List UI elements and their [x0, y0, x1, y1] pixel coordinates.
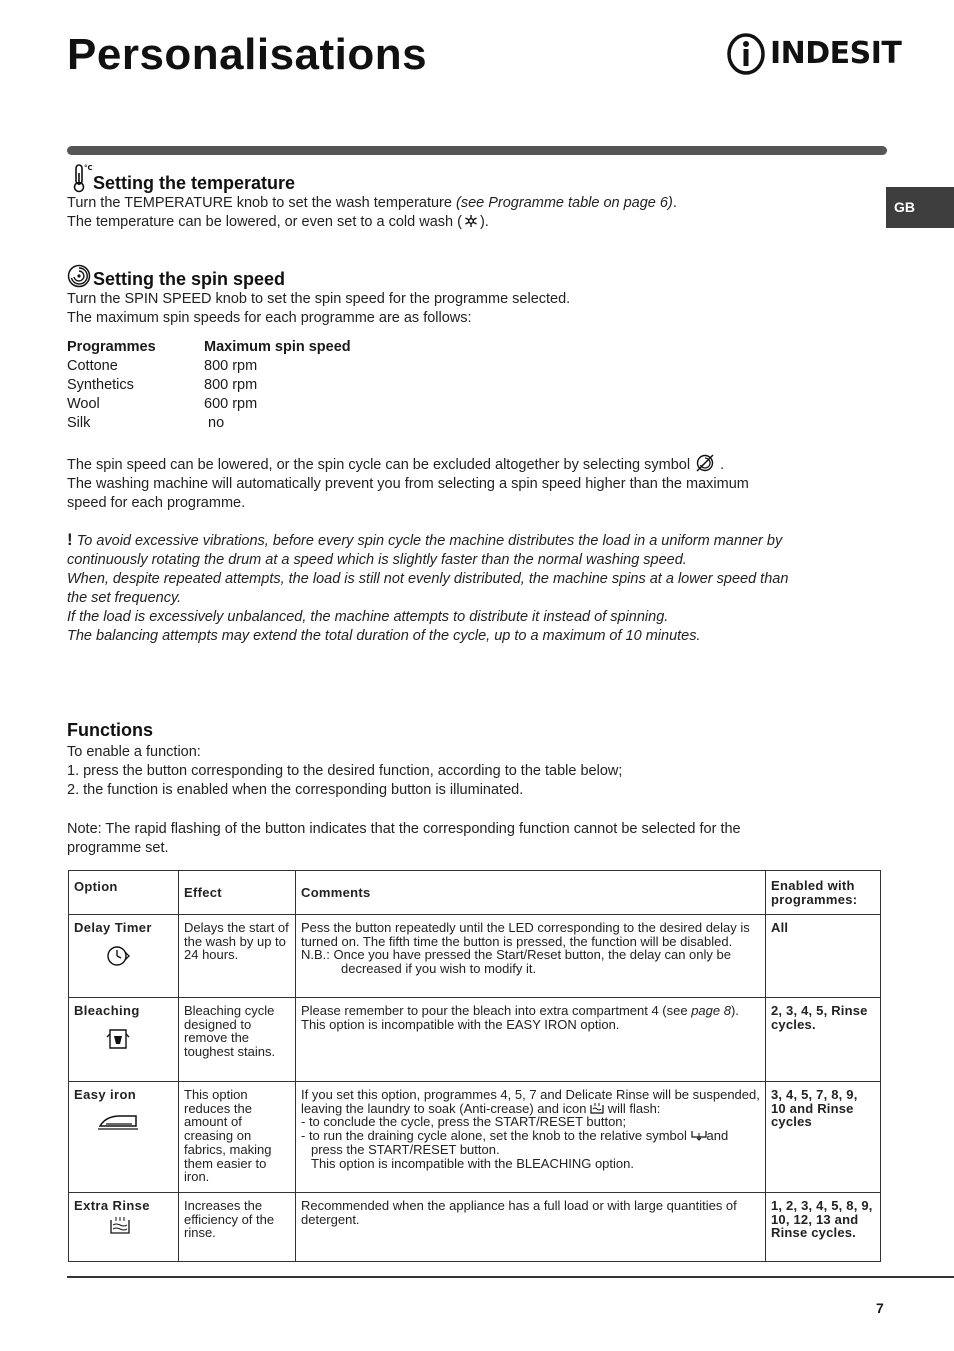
functions-line: To enable a function:	[67, 744, 201, 760]
spin-para-1: The spin speed can be lowered, or the spin cycle can be excluded altogether by selecting symbol .	[67, 453, 867, 475]
spin-para-2-line-2: speed for each programme.	[67, 495, 246, 511]
iron-icon	[96, 1110, 140, 1132]
effect-cell: Delays the start of the wash by up to 24 hours.	[179, 915, 296, 998]
table-row	[69, 1082, 881, 1193]
table-row	[69, 998, 881, 1082]
functions-table	[68, 870, 881, 1262]
spin-heading: Setting the spin speed	[93, 269, 286, 289]
temperature-heading: Setting the temperature	[93, 173, 296, 193]
option-name: Delay Timer	[74, 920, 152, 935]
extra-rinse-icon	[110, 1216, 130, 1234]
effect-cell: Increases the efficiency of the rinse.	[179, 1193, 296, 1262]
warning-mark: !	[67, 530, 73, 549]
table-row	[69, 1193, 881, 1262]
warning-line: the set frequency.	[67, 590, 182, 606]
enabled-header: Enabled with programmes:	[766, 871, 881, 915]
spin-icon	[67, 264, 91, 288]
bleach-icon	[104, 1026, 132, 1052]
snowflake-icon	[463, 214, 479, 228]
indesit-logo-mark	[726, 32, 766, 76]
spin-notes	[67, 453, 867, 513]
page-number: 7	[876, 1300, 884, 1316]
spin-intro-1: Turn the SPIN SPEED knob to set the spin speed for the programme selected.	[67, 291, 571, 307]
svg-text:°C: °C	[84, 164, 93, 172]
comments-cell: If you set this option, programmes 4, 5, 7 and Delicate Rinse will be suspended, leaving the laundry to soak (Anti-crease) and icon will flash: - to conclude the cycle, press the START/RESET button; - to run the draining cycle alone, set the knob to the relative symbol and press the START/RESET button. This option is incompatible with the BLEACHING option.	[296, 1082, 766, 1193]
thermometer-icon	[71, 163, 95, 193]
warning-line: When, despite repeated attempts, the load is still not evenly distributed, the machine spins at a lower speed than	[67, 571, 789, 587]
enabled-cell: 2, 3, 4, 5, Rinse cycles.	[766, 998, 881, 1082]
enabled-cell: All	[766, 915, 881, 998]
warning-line: continuously rotating the drum at a speed which is slightly faster than the normal washing speed.	[67, 552, 687, 568]
max-speed-header: Maximum spin speed	[204, 339, 351, 355]
spin-para-2-line-1: The washing machine will automatically prevent you from selecting a spin speed higher than the maximum	[67, 476, 749, 492]
spin-intro-2: The maximum spin speeds for each programme are as follows:	[67, 310, 472, 326]
effect-cell: Bleaching cycle designed to remove the toughest stains.	[179, 998, 296, 1082]
table-header-row	[69, 871, 881, 915]
effect-cell: This option reduces the amount of creasing on fabrics, making them easier to iron.	[179, 1082, 296, 1193]
no-spin-icon	[694, 453, 716, 473]
functions-line: 2. the function is enabled when the corresponding button is illuminated.	[67, 782, 524, 798]
functions-heading: Functions	[67, 720, 153, 740]
comments-cell: Please remember to pour the bleach into extra compartment 4 (see page 8). This option is incompatible with the EASY IRON option.	[296, 998, 766, 1082]
warning-line: The balancing attempts may extend the total duration of the cycle, up to a maximum of 10 minutes.	[67, 628, 701, 644]
spin-section	[67, 264, 867, 328]
footer-rule	[67, 1276, 954, 1278]
functions-note-line-1: Note: The rapid flashing of the button indicates that the corresponding function cannot be selected for the	[67, 821, 741, 837]
comments-cell: Recommended when the appliance has a full load or with large quantities of detergent.	[296, 1193, 766, 1262]
brand-name: INDESIT	[770, 36, 902, 71]
table-row	[69, 915, 881, 998]
option-name: Bleaching	[74, 1003, 140, 1018]
option-name: Easy iron	[74, 1087, 137, 1102]
page-title: Personalisations	[67, 30, 428, 79]
delay-timer-icon	[104, 943, 132, 969]
temperature-section	[67, 163, 867, 232]
functions-section	[67, 720, 867, 858]
warning-note	[67, 530, 867, 646]
comments-cell: Pess the button repeatedly until the LED corresponding to the desired delay is turned on. The fifth time the button is pressed, the function will be disabled. N.B.: Once you have pressed the Start/Reset button, the delay can only be decreased if you wish to modify it.	[296, 915, 766, 998]
enabled-cell: 3, 4, 5, 7, 8, 9, 10 and Rinse cycles	[766, 1082, 881, 1193]
programmes-header: Programmes	[67, 339, 156, 355]
comments-header: Comments	[296, 871, 766, 915]
option-header: Option	[69, 871, 179, 915]
drain-icon	[691, 1129, 707, 1141]
enabled-cell: 1, 2, 3, 4, 5, 8, 9, 10, 12, 13 and Rinse cycles.	[766, 1193, 881, 1262]
temperature-line-2: The temperature can be lowered, or even set to a cold wash ( ).	[67, 214, 489, 230]
warning-line: If the load is excessively unbalanced, the machine attempts to distribute it instead of spinning.	[67, 609, 669, 625]
temperature-line-1: Turn the TEMPERATURE knob to set the wash temperature (see Programme table on page 6).	[67, 195, 677, 211]
functions-line: 1. press the button corresponding to the desired function, according to the table below;	[67, 763, 623, 779]
soak-icon	[590, 1102, 604, 1114]
option-name: Extra Rinse	[74, 1198, 150, 1213]
header-rule	[67, 146, 887, 155]
effect-header: Effect	[179, 871, 296, 915]
spin-speed-table: Programmes Maximum spin speed Cottone 800 rpm Synthetics 800 rpm Wool 600 rpm Silk no	[67, 339, 351, 431]
indesit-logo	[726, 32, 902, 76]
warning-line: To avoid excessive vibrations, before every spin cycle the machine distributes the load in a uniform manner by	[76, 533, 783, 549]
functions-note-line-2: programme set.	[67, 840, 169, 856]
language-tab: GB	[886, 187, 954, 228]
